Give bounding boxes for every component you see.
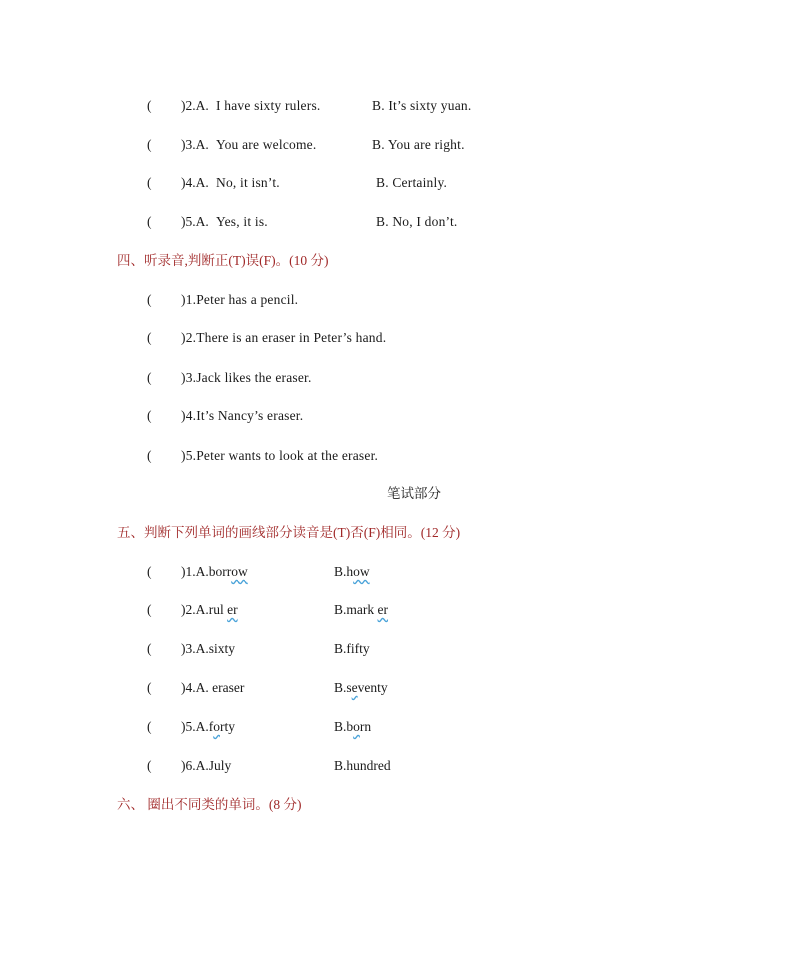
answer-blank[interactable]: ( [147,641,152,656]
statement: )1.Peter has a pencil. [181,292,299,307]
item-number: )3.A. [181,137,209,152]
statement: )2.There is an eraser in Peter’s hand. [181,330,387,345]
answer-blank[interactable]: ( [147,370,152,385]
answer-blank[interactable]: ( [147,564,152,579]
word-a: )1.A.borrow [181,564,248,579]
answer-blank[interactable]: ( [147,175,152,190]
answer-blank[interactable]: ( [147,214,152,229]
word-a: )2.A.rul er [181,602,238,617]
option-b: B. No, I don’t. [376,214,458,229]
word-a: )5.A.forty [181,719,235,734]
answer-blank[interactable]: ( [147,758,152,773]
section-4-heading: 四、听录音,判断正(T)误(F)。(10 分) [117,253,329,268]
item-number: )2.A. [181,98,209,113]
option-a: No, it isn’t. [216,175,280,190]
word-a: )6.A.July [181,758,232,773]
answer-blank[interactable]: ( [147,719,152,734]
word-b: B.born [334,719,372,734]
statement: )5.Peter wants to look at the eraser. [181,448,379,463]
statement: )4.It’s Nancy’s eraser. [181,408,304,423]
answer-blank[interactable]: ( [147,330,152,345]
section-6-heading: 六、 圈出不同类的单词。(8 分) [117,797,302,812]
option-b: B. It’s sixty yuan. [372,98,472,113]
written-part-title: 笔试部分 [387,486,441,501]
option-b: B. Certainly. [376,175,448,190]
option-a: You are welcome. [216,137,317,152]
statement: )3.Jack likes the eraser. [181,370,312,385]
answer-blank[interactable]: ( [147,448,152,463]
answer-blank[interactable]: ( [147,137,152,152]
item-number: )4.A. [181,175,209,190]
word-b: B.fifty [334,641,370,656]
word-a: )4.A. eraser [181,680,245,695]
item-number: )5.A. [181,214,209,229]
answer-blank[interactable]: ( [147,408,152,423]
word-b: B.mark er [334,602,388,617]
word-b: B.hundred [334,758,391,773]
answer-blank[interactable]: ( [147,680,152,695]
answer-blank[interactable]: ( [147,292,152,307]
option-b: B. You are right. [372,137,465,152]
section-5-heading: 五、判断下列单词的画线部分读音是(T)否(F)相同。(12 分) [117,525,461,540]
word-a: )3.A.sixty [181,641,236,656]
option-a: I have sixty rulers. [216,98,321,113]
answer-blank[interactable]: ( [147,98,152,113]
word-b: B.how [334,564,370,579]
option-a: Yes, it is. [216,214,268,229]
answer-blank[interactable]: ( [147,602,152,617]
word-b: B.seventy [334,680,388,695]
